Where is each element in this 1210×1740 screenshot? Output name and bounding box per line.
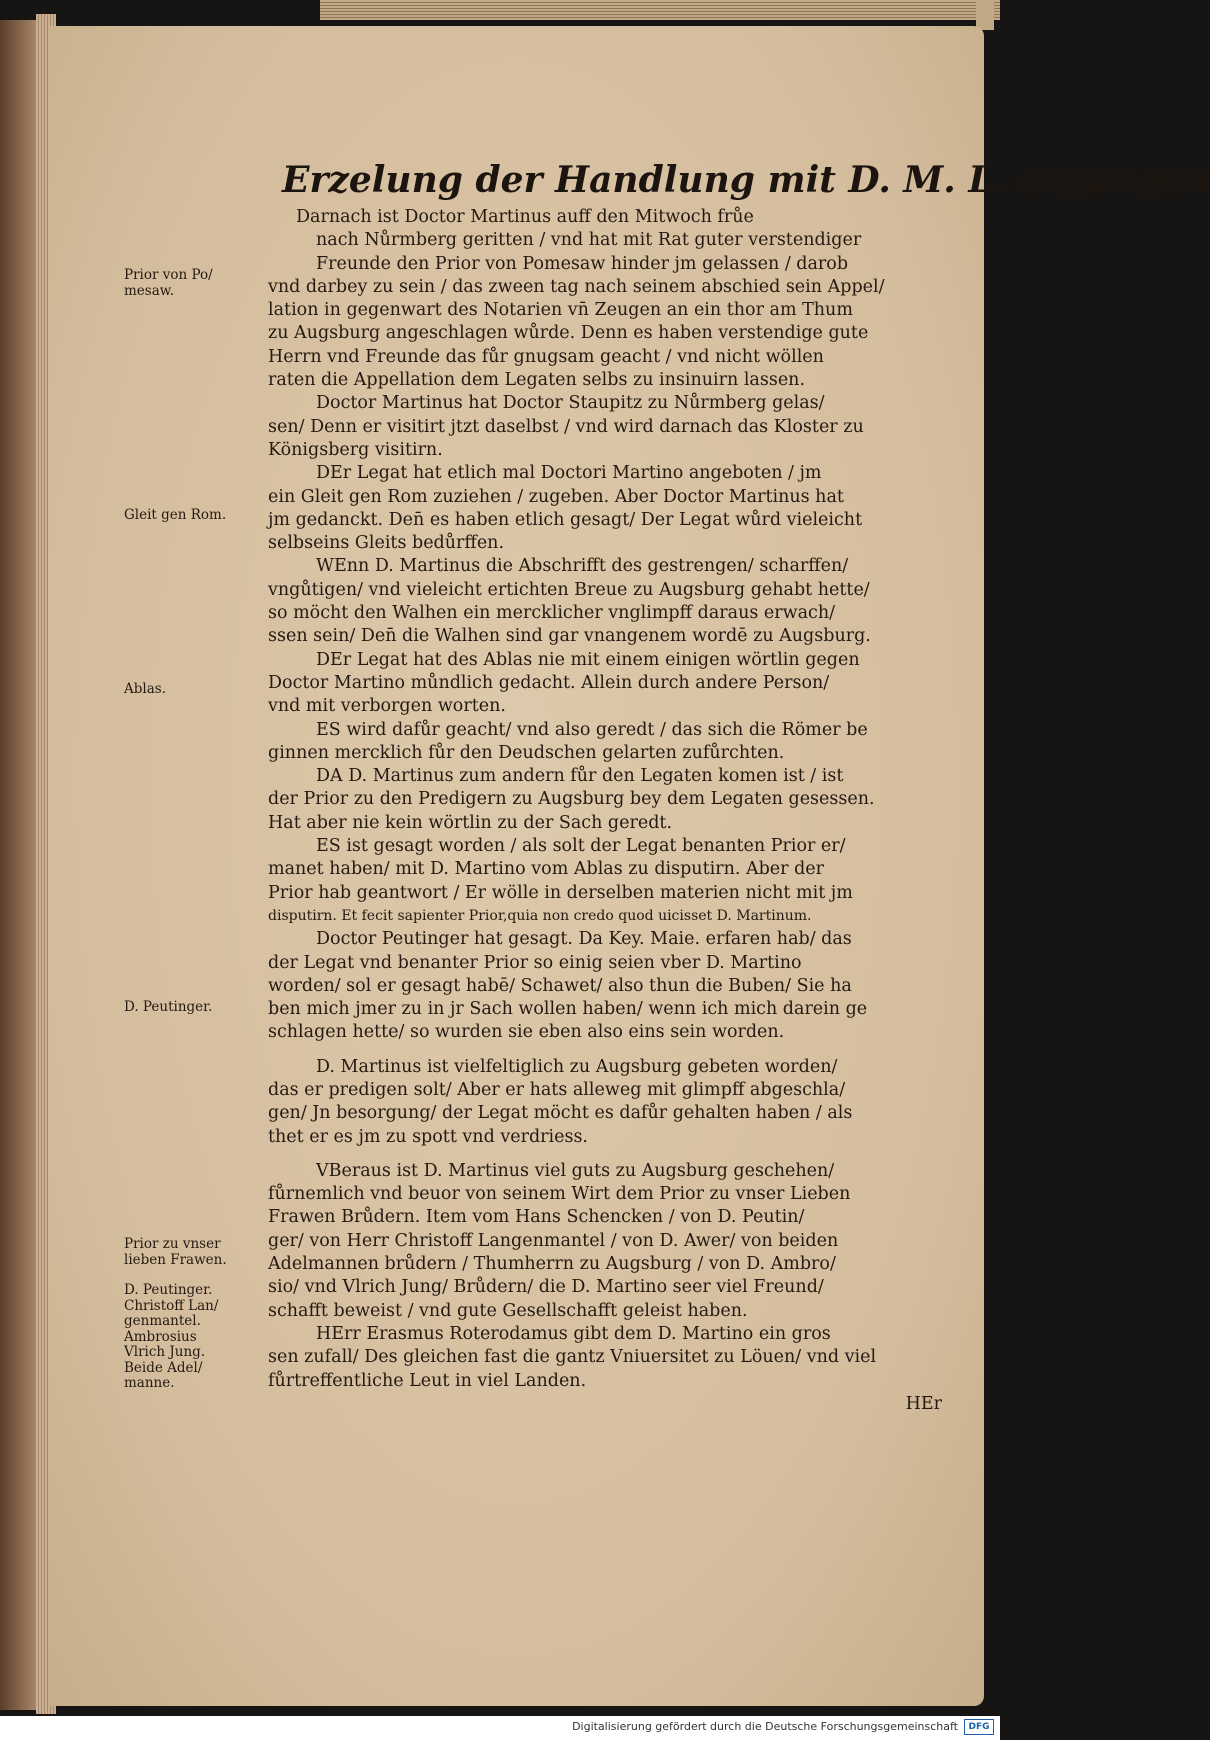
margin-note-line: mesaw. (124, 282, 175, 299)
margin-note-line: Beide Adel/ (124, 1359, 203, 1376)
margin-note-line: D. Peutinger. (124, 1282, 213, 1298)
margin-note-gleit (124, 508, 264, 524)
text-line: ein Gleit gen Rom zuziehen / zugeben. Aber Doctor Martinus hat (268, 486, 844, 507)
text-line: Freunde den Prior von Pomesaw hinder jm gelassen / darob (316, 253, 849, 274)
text-line: ger/ von Herr Christoff Langenmantel / von D. Awer/ von beiden (268, 1230, 839, 1251)
text-line: DEr Legat hat des Ablas nie mit einem einigen wörtlin gegen (316, 649, 860, 670)
body-text (268, 206, 948, 1416)
margin-note-line: manne. (124, 1375, 175, 1391)
text-line: Doctor Peutinger hat gesagt. Da Key. Maie. erfaren hab/ das (316, 929, 852, 950)
margin-note-line: Ablas. (124, 681, 166, 697)
text-line: Darnach ist Doctor Martinus auff den Mitwoch frůe (296, 207, 754, 227)
text-line: Adelmannen brůdern / Thumherrn zu Augsburg / von D. Ambro/ (268, 1254, 836, 1275)
book-top-edge (320, 0, 1000, 20)
margin-note-names (124, 1283, 264, 1392)
text-line: HErr Erasmus Roterodamus gibt dem D. Martino ein gros (316, 1323, 831, 1344)
text-line: Hat aber nie kein wörtlin zu der Sach geredt. (268, 812, 673, 833)
footer-credit: Digitalisierung gefördert durch die Deutsche Forschungsgemeinschaft (572, 1720, 958, 1733)
text-line: nach Nůrmberg geritten / vnd hat mit Rat guter verstendiger (316, 230, 862, 251)
text-line: fůrnemlich vnd beuor von seinem Wirt dem Prior zu vnser Lieben (268, 1184, 851, 1205)
margin-note-line: Ambrosius (124, 1328, 197, 1345)
text-line: ES ist gesagt worden / als solt der Legat benanten Prior er/ (316, 836, 846, 857)
text-line: VBeraus ist D. Martinus viel guts zu Augsburg geschehen/ (316, 1160, 835, 1181)
text-line: ES wird dafůr geacht/ vnd also geredt / das sich die Römer be (316, 719, 868, 740)
text-line: manet haben/ mit D. Martino vom Ablas zu disputirn. Aber der (268, 859, 825, 880)
footer-bar (0, 1716, 1000, 1740)
text-line: der Prior zu den Predigern zu Augsburg bey dem Legaten gesessen. (268, 789, 875, 810)
margin-note-line: D. Peutinger. (124, 999, 213, 1015)
text-line: das er predigen solt/ Aber er hats alleweg mit glimpff abgeschla/ (268, 1079, 846, 1100)
margin-note-line: Vlrich Jung. (124, 1344, 206, 1360)
margin-note-ablas (124, 682, 264, 698)
text-line: gen/ Jn besorgung/ der Legat möcht es dafůr gehalten haben / als (268, 1103, 853, 1124)
margin-note-line: Christoff Lan/ (124, 1297, 219, 1314)
text-line: sen zufall/ Des gleichen fast die gantz Vniuersitet zu Löuen/ vnd viel (268, 1347, 877, 1368)
text-line: Frawen Brůdern. Item vom Hans Schencken / von D. Peutin/ (268, 1207, 805, 1228)
text-line: thet er es jm zu spott vnd verdriess. (268, 1126, 588, 1147)
text-line: lation in gegenwart des Notarien vn̄ Zeugen an ein thor am Thum (268, 300, 853, 321)
text-line: schlagen hette/ so wurden sie eben also eins sein worden. (268, 1022, 785, 1043)
text-line: der Legat vnd benanter Prior so einig seien vber D. Martino (268, 952, 802, 973)
text-line: sio/ vnd Vlrich Jung/ Brůdern/ die D. Martino seer viel Freund/ (268, 1277, 824, 1298)
text-line: vnd mit verborgen worten. (268, 696, 506, 717)
text-line: disputirn. Et fecit sapienter Prior,quia non credo quod uicisset D. Martinum. (268, 907, 812, 924)
text-line: ginnen mercklich fůr den Deudschen gelarten zufůrchten. (268, 742, 785, 763)
text-line: Doctor Martino můndlich gedacht. Allein durch andere Person/ (268, 672, 830, 693)
text-line: ben mich jmer zu in jr Sach wollen haben/ wenn ich mich darein ge (268, 999, 868, 1020)
text-line: fůrtreffentliche Leut in viel Landen. (268, 1370, 587, 1391)
dfg-logo: DFG (964, 1719, 994, 1735)
text-line: Königsberg visitirn. (268, 439, 443, 460)
text-line: ssen sein/ Den̄ die Walhen sind gar vnangenem wordē zu Augsburg. (268, 626, 871, 647)
paragraph-gap (268, 1149, 948, 1160)
book-spine-edge (0, 20, 40, 1710)
margin-note-line: Prior zu vnser (124, 1236, 221, 1252)
text-line: DA D. Martinus zum andern fůr den Legaten komen ist / ist (316, 766, 844, 787)
paragraph-gap (268, 1045, 948, 1056)
page-heading: Erzelung der Handlung mit D. M. L. ergangen (282, 159, 1210, 201)
text-line: Doctor Martinus hat Doctor Staupitz zu Nůrmberg gelas/ (316, 393, 825, 414)
text-line: sen/ Denn er visitirt jtzt daselbst / vnd wird darnach das Kloster zu (268, 416, 864, 437)
margin-note-prior-frawen (124, 1237, 264, 1268)
margin-note-peutinger (124, 1000, 264, 1016)
text-line: raten die Appellation dem Legaten selbs zu insinuirn lassen. (268, 370, 806, 391)
text-line: vngůtigen/ vnd vieleicht ertichten Breue zu Augsburg gehabt hette/ (268, 579, 870, 600)
text-line: WEnn D. Martinus die Abschrifft des gestrengen/ scharffen/ (316, 556, 849, 577)
text-line: schafft beweist / vnd gute Gesellschafft geleist haben. (268, 1300, 748, 1321)
text-line: selbseins Gleits bedůrffen. (268, 533, 505, 554)
book-corner (976, 0, 994, 30)
text-line: worden/ sol er gesagt habē/ Schawet/ also thun die Buben/ Sie ha (268, 975, 852, 996)
catchword: HEr (905, 1393, 942, 1414)
margin-note-line: Gleit gen Rom. (124, 507, 227, 523)
text-line: vnd darbey zu sein / das zween tag nach seinem abschied sein Appel/ (268, 276, 885, 297)
text-line: zu Augsburg angeschlagen wůrde. Denn es haben verstendige gute (268, 323, 869, 344)
text-line: Prior hab geantwort / Er wölle in derselben materien nicht mit jm (268, 882, 853, 903)
margin-note-prior-pomesaw (124, 268, 264, 299)
margin-note-line: lieben Frawen. (124, 1251, 227, 1268)
text-line: DEr Legat hat etlich mal Doctori Martino angeboten / jm (316, 463, 822, 484)
text-line: so möcht den Walhen ein mercklicher vnglimpff daraus erwach/ (268, 603, 835, 624)
margin-note-line: genmantel. (124, 1313, 201, 1329)
text-line: D. Martinus ist vielfeltiglich zu Augsburg gebeten worden/ (316, 1056, 838, 1077)
margin-note-line: Prior von Po/ (124, 267, 213, 283)
text-line: jm gedanckt. Den̄ es haben etlich gesagt/ Der Legat wůrd vieleicht (268, 509, 863, 530)
text-line: Herrn vnd Freunde das fůr gnugsam geacht / vnd nicht wöllen (268, 346, 824, 367)
